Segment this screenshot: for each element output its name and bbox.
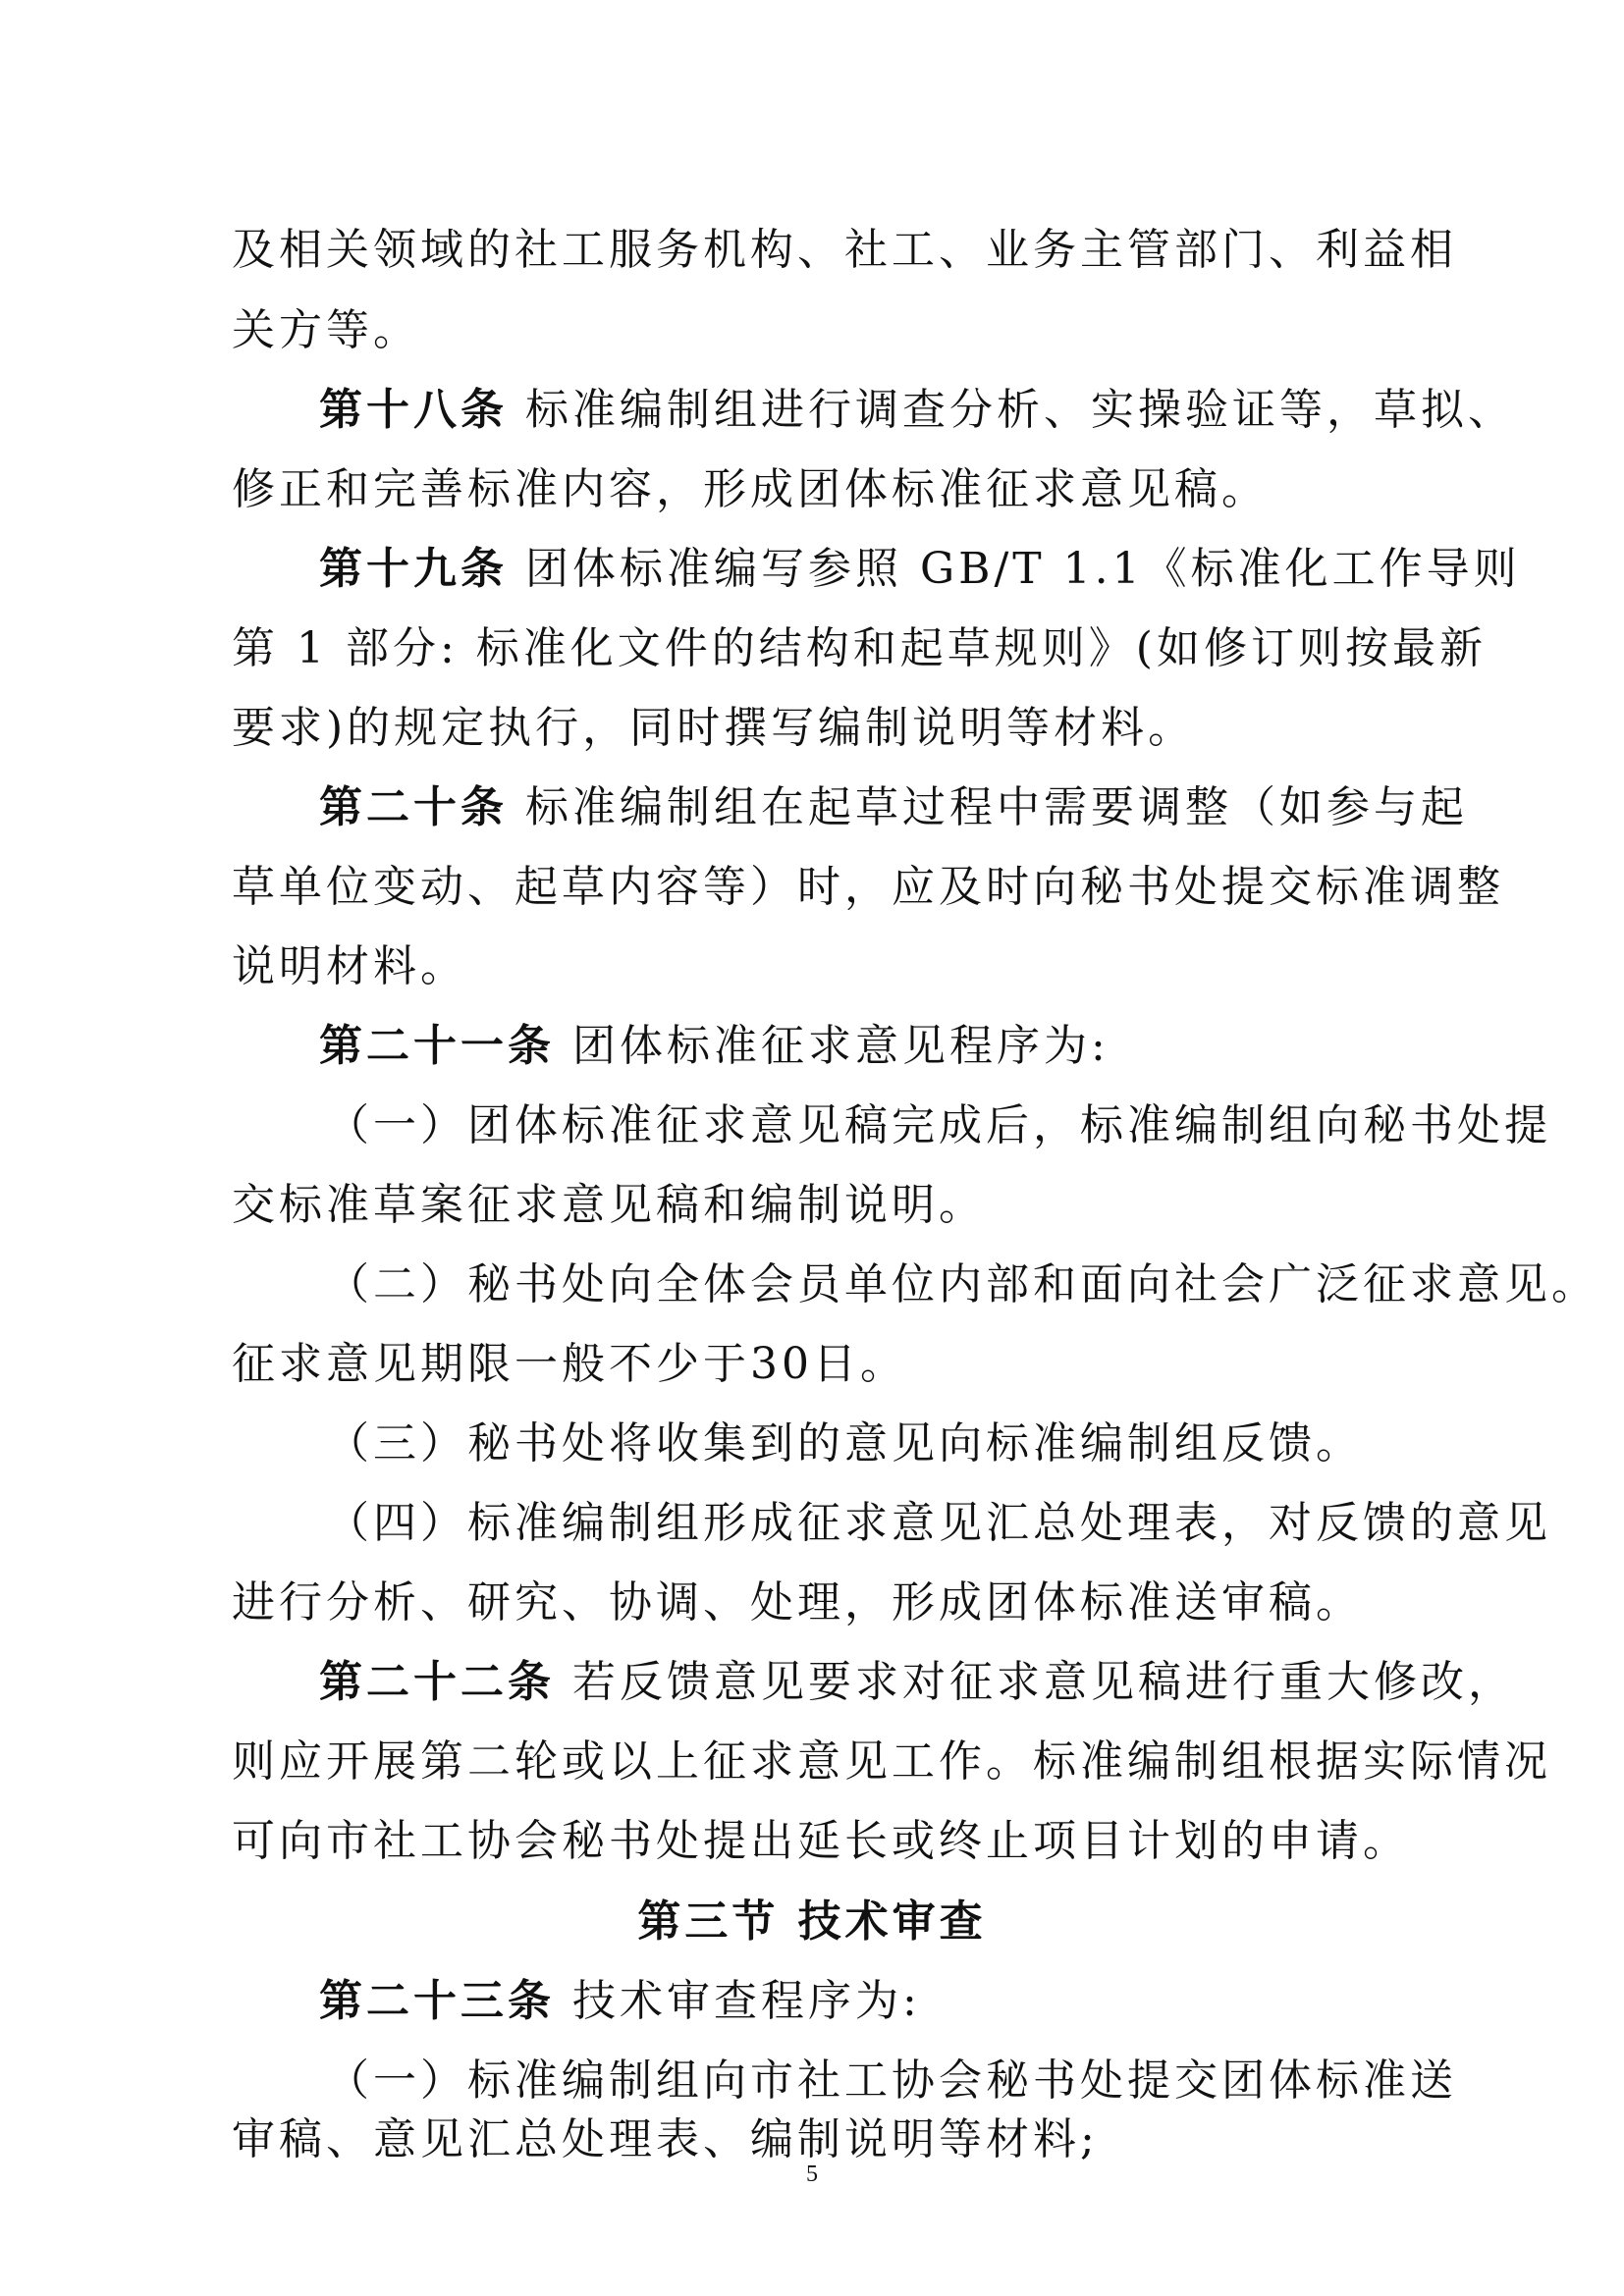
line-text: （四）标准编制组形成征求意见汇总处理表，对反馈的意见 [326, 1498, 1551, 1548]
text-line [232, 1812, 1410, 1871]
article-18-line [319, 381, 1515, 440]
list-item-line [326, 1494, 1551, 1553]
list-item-line [326, 2052, 1457, 2110]
text-line [232, 1574, 1363, 1632]
list-item-line [326, 1415, 1363, 1473]
line-text: 第 1 部分: 标准化文件的结构和起草规则》(如修订则按最新 [232, 623, 1487, 673]
line-text: 及相关领域的社工服务机构、社工、业务主管部门、利益相 [232, 225, 1457, 275]
article-number: 第二十一条 [319, 1021, 555, 1071]
line-text: 草单位变动、起草内容等）时，应及时向秘书处提交标准调整 [232, 862, 1504, 912]
article-22-line [319, 1653, 1515, 1712]
text-line [232, 301, 420, 360]
line-text: 交标准草案征求意见稿和编制说明。 [232, 1180, 986, 1230]
line-text: 则应开展第二轮或以上征求意见工作。标准编制组根据实际情况 [232, 1736, 1551, 1787]
text-line [232, 858, 1504, 917]
line-text: （一）标准编制组向市社工协会秘书处提交团体标准送 [326, 2056, 1457, 2106]
page-number: 5 [806, 2162, 818, 2187]
article-number: 第十九条 [319, 544, 508, 594]
article-23-line [319, 1972, 921, 2031]
article-number: 第二十条 [319, 782, 508, 832]
line-text: （二）秘书处向全体会员单位内部和面向社会广泛征求意见。 [326, 1259, 1598, 1309]
line-text: 技术审查程序为: [555, 1976, 921, 2026]
text-line [232, 1176, 986, 1235]
line-text: 标准编制组在起草过程中需要调整（如参与起 [508, 782, 1468, 832]
line-text: 审稿、意见汇总处理表、编制说明等材料; [232, 2114, 1099, 2164]
article-20-line [319, 778, 1468, 837]
line-text: （三）秘书处将收集到的意见向标准编制组反馈。 [326, 1418, 1363, 1468]
article-number: 第二十二条 [319, 1657, 555, 1707]
text-line [232, 1335, 907, 1394]
line-text: 可向市社工协会秘书处提出延长或终止项目计划的申请。 [232, 1816, 1410, 1866]
line-text: 征求意见期限一般不少于30日。 [232, 1339, 907, 1389]
line-text: 修正和完善标准内容，形成团体标准征求意见稿。 [232, 464, 1269, 514]
line-text: 若反馈意见要求对征求意见稿进行重大修改， [555, 1657, 1515, 1707]
article-number: 第十八条 [319, 385, 508, 435]
line-text: 要求)的规定执行，同时撰写编制说明等材料。 [232, 703, 1196, 753]
article-21-line [319, 1017, 1110, 1076]
text-line [232, 1733, 1551, 1791]
text-line [232, 937, 467, 996]
list-item-line [326, 1096, 1551, 1155]
text-line [232, 699, 1195, 758]
text-line [232, 221, 1457, 280]
line-text: 关方等。 [232, 305, 420, 355]
list-item-line [326, 1255, 1598, 1314]
text-line [232, 460, 1269, 519]
article-number: 第二十三条 [319, 1976, 555, 2026]
text-line [232, 619, 1487, 678]
line-text: 标准编制组进行调查分析、实操验证等，草拟、 [508, 385, 1515, 435]
section-heading: 第三节 技术审查 [637, 1896, 987, 1947]
line-text: 说明材料。 [232, 941, 467, 991]
article-19-line [319, 540, 1521, 599]
line-text: 进行分析、研究、协调、处理，形成团体标准送审稿。 [232, 1577, 1363, 1628]
line-text: （一）团体标准征求意见稿完成后，标准编制组向秘书处提 [326, 1100, 1551, 1150]
line-text: 团体标准编写参照 GB/T 1.1《标准化工作导则 [508, 544, 1521, 594]
line-text: 团体标准征求意见程序为: [555, 1021, 1110, 1071]
